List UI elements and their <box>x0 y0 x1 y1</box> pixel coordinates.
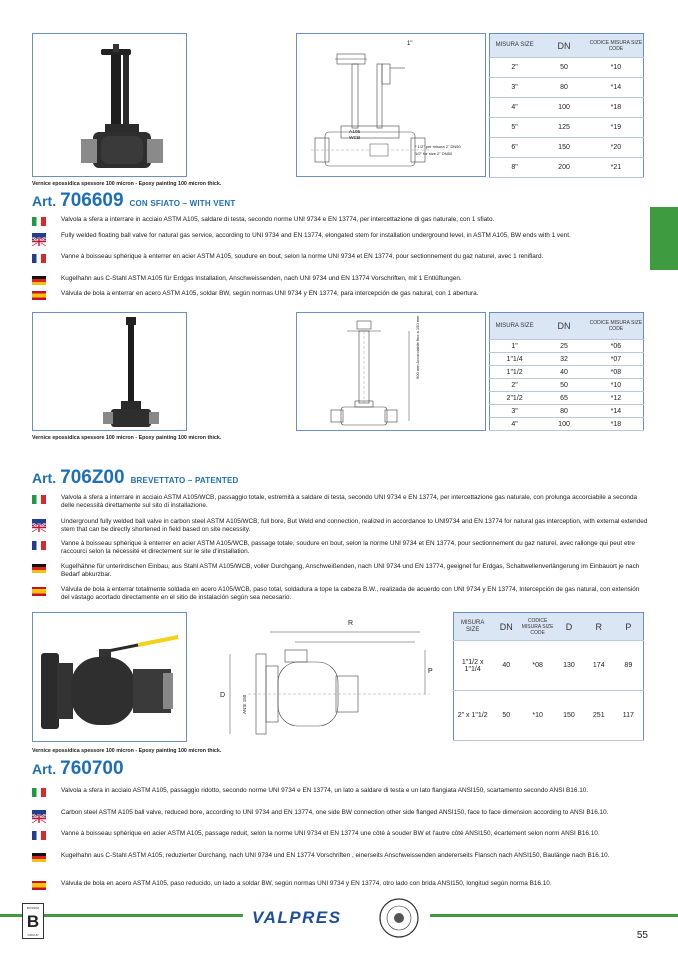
table-cell: *14 <box>589 405 644 418</box>
table-header: D <box>554 613 584 641</box>
valve-photo-icon <box>33 613 186 741</box>
description-it <box>32 494 648 510</box>
description-text: Carbon steel ASTM A105 ball valve, reduced bore, according to UNI 9734 and EN 13774, one side BW connection other side flanged ANSI150, face to face dimension according to ANSI B16.10. <box>61 809 609 816</box>
valpres-logo <box>252 906 370 928</box>
table-cell: 100 <box>539 98 589 118</box>
description-es <box>32 586 648 602</box>
art-subtitle: CON SFIATO – WITH VENT <box>129 199 236 208</box>
table-cell: *08 <box>521 641 554 691</box>
description-text: Valvola a sfera a interrare in acciaio ASTM A105, saldare di testa, secondo norme UNI 9734 e EN 13774, per intercettazione di gas naturale, con 1 sfiato. <box>61 216 495 223</box>
table-header: CODICE MISURA SIZE CODE <box>521 613 554 641</box>
spain-flag-icon <box>32 587 46 596</box>
svg-text:GROUP: GROUP <box>27 933 39 937</box>
table-cell: *10 <box>589 379 644 392</box>
table-cell: *21 <box>589 158 644 178</box>
drawing-note-1: * 1/2" per misura 2" DN50 <box>415 144 461 149</box>
table-cell: 50 <box>539 379 589 392</box>
technical-drawing-760700 <box>190 612 450 742</box>
description-text: Vanne à boisseau sphérique à enterrer en acier ASTM A105, soudure en bout, selon la norme UNI 9734 et EN 13774, pour sectionnement du gaz naturel, avec 1 reniflard. <box>61 253 544 260</box>
quality-seal <box>375 897 423 939</box>
drawing-ansi-label: ANSI 150 <box>242 694 247 714</box>
product-photo-760700 <box>32 612 187 742</box>
technical-drawing-706Z00 <box>296 312 486 431</box>
spain-flag-icon <box>32 881 46 890</box>
italy-flag-icon <box>32 217 46 226</box>
table-cell: 8" <box>490 158 540 178</box>
table-cell: 174 <box>584 641 614 691</box>
description-it <box>32 787 648 797</box>
table-cell: 3" <box>490 405 540 418</box>
description-it <box>32 216 648 226</box>
description-uk <box>32 232 648 242</box>
article-heading-706609 <box>32 190 235 212</box>
drawing-stem-label: 900 mm Accorciabile fino a 150 mm <box>415 315 420 379</box>
table-cell: 117 <box>614 691 644 741</box>
table-cell: 1" <box>490 340 540 353</box>
table-cell: *07 <box>589 353 644 366</box>
table-header: MISURA SIZE <box>454 613 492 641</box>
table-cell: *20 <box>589 138 644 158</box>
table-cell: 4" <box>490 418 540 431</box>
table-header: DN <box>539 34 589 58</box>
table-cell: *19 <box>589 118 644 138</box>
table-cell: *14 <box>589 78 644 98</box>
description-text: Valvola a sfera a interrare in acciaio ASTM A105/WCB, passaggio totale, estremità a saldare di testa, secondo UNI 9734 e EN 13774, per intercettazione gas naturale, con prolunga accorciabile a seconda delle necessità direttamente sul sito di installazione. <box>61 494 638 509</box>
description-fr <box>32 540 648 556</box>
table-cell: 32 <box>539 353 589 366</box>
table-cell: 4" <box>490 98 540 118</box>
table-cell: 3" <box>490 78 540 98</box>
description-text: Kugelhahn aus C-Stahl ASTM A105, reduzierter Durchang, nach UNI 9734 und EN 13774 Vorschriften , einerseits Anschweissenden andererseits Flansch nach ANSI150, Baulänge nach B16.10. <box>61 852 610 859</box>
art-number: 706Z00 <box>60 467 125 488</box>
table-cell: 2" <box>490 58 540 78</box>
table-header: MISURA SIZE <box>490 313 540 340</box>
table-cell: 125 <box>539 118 589 138</box>
description-text: Underground fully welded ball valve in carbon steel ASTM A105/WCB, full bore, But Weld end connection, realized in accordance to UNI9734 and EN 13774 for natural gas interception, with external extended stem that can be directly shortened in field based on site necessity. <box>61 518 648 533</box>
drawing-d-label: D <box>220 692 226 699</box>
description-de <box>32 563 648 579</box>
valve-drawing-icon <box>190 612 448 740</box>
germany-flag-icon <box>32 853 46 862</box>
description-text: Vanne à boisseau sphérique en acier ASTM A105, passage reduit, selon la norme UNI 9734 et EN 13774 une côté à souder BW et l'autre côté ANSI150, écartement selon norm ANSI B16.10. <box>61 830 600 837</box>
description-es <box>32 290 648 300</box>
germany-flag-icon <box>32 564 46 573</box>
table-cell: *06 <box>589 340 644 353</box>
description-text: Válvula de bola en acero ASTM A105, paso reducido, un lado a soldar BW, según normas UNI 9734 y EN 13774, otro lado con brida ANSI150, longitud según norma B16.10. <box>61 880 552 887</box>
table-cell: *10 <box>521 691 554 741</box>
product-photo-706Z00 <box>32 312 187 431</box>
italy-flag-icon <box>32 788 46 797</box>
table-header: CODICE MISURA SIZE CODE <box>589 313 644 340</box>
table-cell: *08 <box>589 366 644 379</box>
table-cell: *10 <box>589 58 644 78</box>
table-cell: 100 <box>539 418 589 431</box>
svg-text:B: B <box>26 912 40 931</box>
article-heading-760700 <box>32 758 124 780</box>
table-cell: 150 <box>539 138 589 158</box>
table-header: DN <box>491 613 521 641</box>
product-photo-706609 <box>32 33 187 177</box>
description-text: Fully welded floating ball valve for natural gas service, according to UNI 9734 and EN 13774, elongated stem for installation underground level, in ASTM A105, BW ends with 1 vent. <box>61 232 571 239</box>
bossini-logo <box>22 903 44 939</box>
table-cell: 150 <box>554 691 584 741</box>
paint-caption: Vernice epossidica spessore 100 micron - Epoxy painting 100 micron thick. <box>32 181 222 187</box>
table-cell: 1"1/2 x 1"1/4 <box>454 641 492 691</box>
france-flag-icon <box>32 541 46 550</box>
table-cell: *12 <box>589 392 644 405</box>
table-cell: 2" <box>490 379 540 392</box>
table-cell: 50 <box>539 58 589 78</box>
quality-seal-icon <box>375 897 423 939</box>
table-header: R <box>584 613 614 641</box>
description-de <box>32 852 648 862</box>
paint-caption: Vernice epossidica spessore 100 micron - Epoxy painting 100 micron thick. <box>32 435 222 441</box>
uk-flag-icon <box>32 519 46 528</box>
size-table-706609 <box>489 33 644 178</box>
art-label: Art. <box>32 470 57 486</box>
description-fr <box>32 253 648 263</box>
description-es <box>32 880 648 890</box>
table-cell: 1"1/2 <box>490 366 540 379</box>
table-cell: 1"1/4 <box>490 353 540 366</box>
table-cell: 65 <box>539 392 589 405</box>
description-text: Vanne à boisseau sphérique à enterrer en acier ASTM A105/WCB, passage totale, soudure en bout, selon la norme UNI 9734 et EN 13774, pour sectionnement du gaz naturel, avec rallonge qui peut etre raccourci selon la nécessité et directement sur le site d'installation. <box>61 540 635 555</box>
france-flag-icon <box>32 831 46 840</box>
france-flag-icon <box>32 254 46 263</box>
svg-text:VALPRES: VALPRES <box>252 908 342 927</box>
drawing-material: A105 WCB <box>349 130 361 141</box>
valve-photo-icon <box>33 313 186 430</box>
drawing-p-label: P <box>428 668 433 675</box>
svg-text:BOSSINI: BOSSINI <box>26 906 40 910</box>
valve-photo-icon <box>33 34 186 176</box>
valpres-logo-icon <box>252 906 370 928</box>
description-text: Kugelhahn aus C-Stahl ASTM A105 für Erdgas Installation, Anschweissenden, nach UNI 9734 und EN 13774 Vorschriften, mit 1 Entlüftungen. <box>61 275 462 282</box>
table-cell: 251 <box>584 691 614 741</box>
drawing-callout: 1" <box>407 41 413 47</box>
drawing-note-2: 1/2" for size 2" DN50 <box>415 151 453 156</box>
italy-flag-icon <box>32 495 46 504</box>
table-cell: 50 <box>491 691 521 741</box>
table-cell: 5" <box>490 118 540 138</box>
description-text: Kugelhähne für unterirdischen Einbau, aus Stahl ASTM A105/WCB, voller Durchgang, Anschweißenden, nach UNI 9734 und EN 13774, geeignet fur Erdgas, Schaltwellenverlängerung im Einbauort je nach Bedarf abkurzbar. <box>61 563 640 578</box>
table-cell: 2" x 1"1/2 <box>454 691 492 741</box>
description-uk <box>32 809 648 819</box>
uk-flag-icon <box>32 233 46 242</box>
description-fr <box>32 830 648 840</box>
description-de <box>32 275 648 285</box>
table-cell: 40 <box>491 641 521 691</box>
article-heading-706Z00 <box>32 467 239 489</box>
art-label: Art. <box>32 761 57 777</box>
table-cell: 130 <box>554 641 584 691</box>
table-cell: 6" <box>490 138 540 158</box>
table-header: P <box>614 613 644 641</box>
table-cell: 80 <box>539 78 589 98</box>
technical-drawing-706609 <box>296 33 486 177</box>
table-cell: 80 <box>539 405 589 418</box>
description-text: Valvola a sfera in acciaio ASTM A105, passaggio ridotto, secondo norme UNI 9734 e EN 13774, un lato a saldare di testa e un lato flangiata ANSI150, scartamento secondo ANSI B16.10. <box>61 787 589 794</box>
spain-flag-icon <box>32 291 46 300</box>
table-header: MISURA SIZE <box>490 34 540 58</box>
drawing-r-label: R <box>348 620 354 627</box>
table-cell: 200 <box>539 158 589 178</box>
valve-drawing-icon <box>297 313 485 430</box>
description-uk <box>32 518 648 534</box>
bossini-logo-icon <box>23 904 43 938</box>
table-cell: *18 <box>589 418 644 431</box>
table-cell: 2"1/2 <box>490 392 540 405</box>
art-subtitle: BREVETTATO – PATENTED <box>130 476 239 485</box>
section-tab <box>650 207 678 270</box>
art-label: Art. <box>32 193 57 209</box>
table-header: CODICE MISURA SIZE CODE <box>589 34 644 58</box>
paint-caption: Vernice epossidica spessore 100 micron - Epoxy painting 100 micron thick. <box>32 748 222 754</box>
germany-flag-icon <box>32 276 46 285</box>
table-cell: *18 <box>589 98 644 118</box>
table-header: DN <box>539 313 589 340</box>
page-number: 55 <box>636 930 648 941</box>
table-cell: 40 <box>539 366 589 379</box>
description-text: Válvula de bola a enterrar totalmente soldada en acero A105/WCB, paso total, soldadura a tope la cabeza B.W., realizada de acuerdo con UNI 9734 y EN 13774, Intercepción de gas natural, con extensión del vástago acortado directamente en el sitio de instalación según sea necesario. <box>61 586 640 601</box>
table-cell: 89 <box>614 641 644 691</box>
art-number: 760700 <box>60 758 124 779</box>
description-text: Válvula de bola a enterrar en acero ASTM A105, soldar BW, según normas UNI 9734 y EN 13774, para intercepción de gas natural, con 1 abertura. <box>61 290 479 297</box>
table-cell: 25 <box>539 340 589 353</box>
size-table-760700 <box>453 612 644 741</box>
footer-line-right <box>430 914 678 917</box>
art-number: 706609 <box>60 190 124 211</box>
uk-flag-icon <box>32 810 46 819</box>
size-table-706Z00 <box>489 312 644 431</box>
